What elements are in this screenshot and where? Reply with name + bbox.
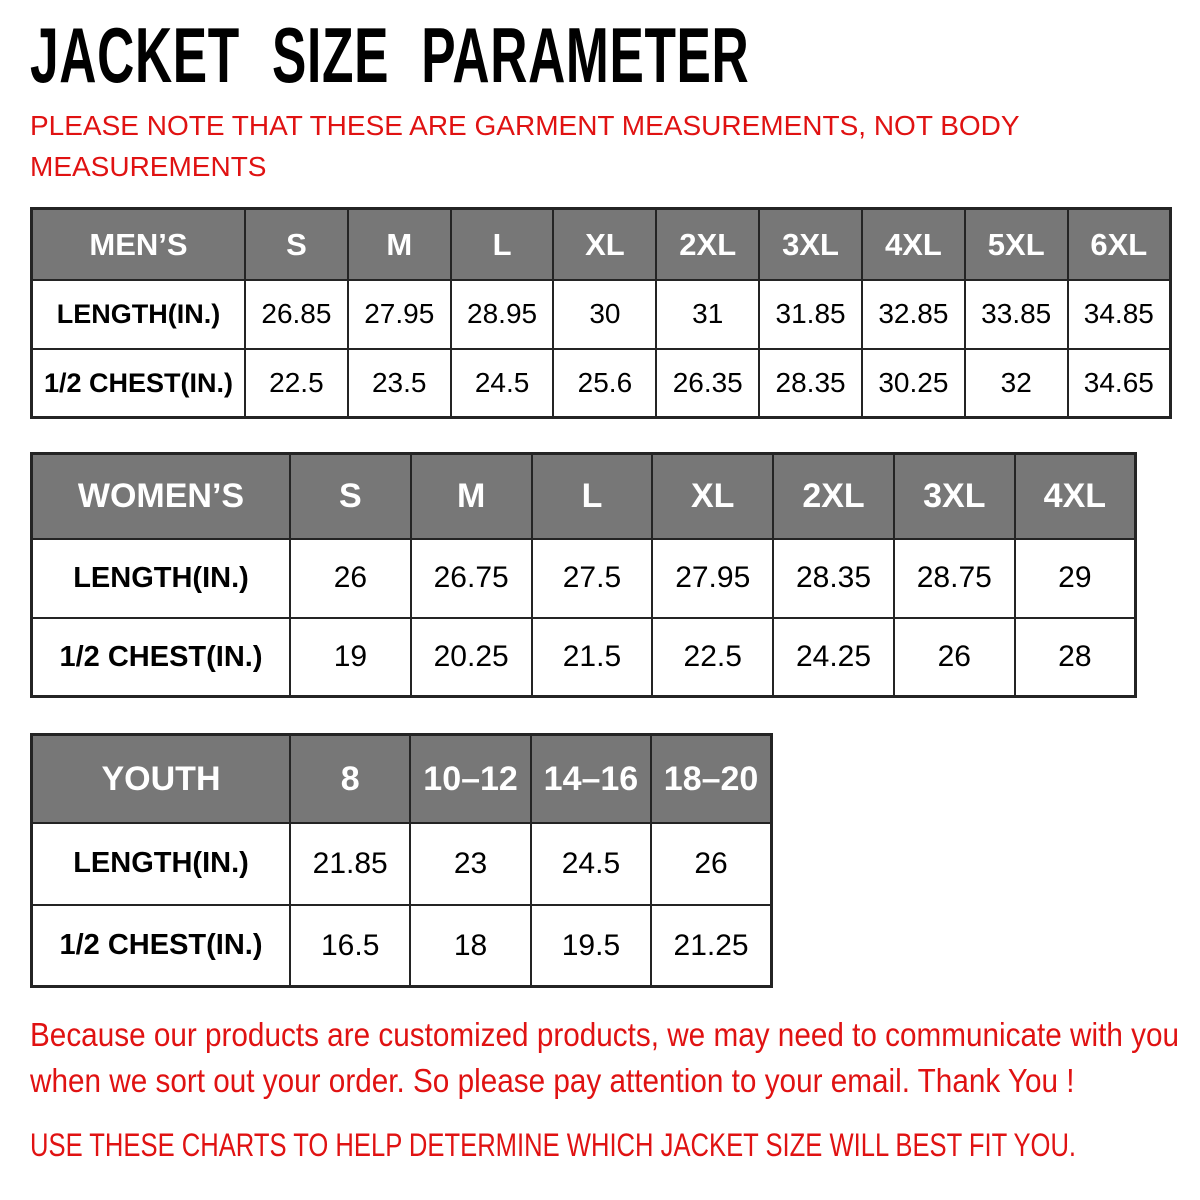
mens-value-cell: 24.5 <box>451 349 554 418</box>
womens-size-table-container <box>30 452 1170 698</box>
womens-size-header: L <box>532 454 653 539</box>
womens-value-cell: 26 <box>290 539 411 618</box>
womens-value-cell: 21.5 <box>532 618 653 697</box>
womens-size-header: S <box>290 454 411 539</box>
mens-size-header: L <box>451 209 554 280</box>
youth-size-header: 18–20 <box>651 735 771 823</box>
youth-row-label: LENGTH(IN.) <box>32 823 291 905</box>
custom-order-notice <box>30 1012 1179 1103</box>
womens-value-cell: 22.5 <box>652 618 773 697</box>
custom-order-notice-line-2: when we sort out your order. So please pay attention to your email. Thank You ! <box>30 1061 1075 1099</box>
mens-value-cell: 26.35 <box>656 349 759 418</box>
womens-value-cell: 28.75 <box>894 539 1015 618</box>
mens-value-cell: 30 <box>553 280 656 349</box>
womens-value-cell: 27.95 <box>652 539 773 618</box>
size-table-mens <box>30 207 1172 419</box>
mens-row-label: 1/2 CHEST(IN.) <box>32 349 246 418</box>
youth-value-cell: 18 <box>410 905 530 987</box>
mens-value-cell: 31 <box>656 280 759 349</box>
mens-size-header: 3XL <box>759 209 862 280</box>
mens-size-header: S <box>245 209 348 280</box>
womens-value-cell: 26 <box>894 618 1015 697</box>
mens-size-header: 4XL <box>862 209 965 280</box>
youth-value-cell: 21.85 <box>290 823 410 905</box>
youth-value-cell: 24.5 <box>531 823 651 905</box>
womens-value-cell: 19 <box>290 618 411 697</box>
womens-value-cell: 24.25 <box>773 618 894 697</box>
youth-table-title: YOUTH <box>32 735 291 823</box>
mens-value-cell: 34.65 <box>1068 349 1171 418</box>
mens-size-header: 2XL <box>656 209 759 280</box>
mens-value-cell: 34.85 <box>1068 280 1171 349</box>
womens-value-cell: 20.25 <box>411 618 532 697</box>
page-title: JACKET SIZE PARAMETER <box>30 11 750 99</box>
garment-measurement-note <box>30 106 1170 187</box>
womens-row-label: LENGTH(IN.) <box>32 539 291 618</box>
mens-value-cell: 22.5 <box>245 349 348 418</box>
size-table-youth <box>30 733 773 988</box>
mens-value-cell: 30.25 <box>862 349 965 418</box>
womens-table-title: WOMEN’S <box>32 454 291 539</box>
mens-value-cell: 28.95 <box>451 280 554 349</box>
mens-value-cell: 27.95 <box>348 280 451 349</box>
youth-size-table-container <box>30 733 1170 988</box>
mens-size-header: 6XL <box>1068 209 1171 280</box>
mens-value-cell: 33.85 <box>965 280 1068 349</box>
youth-row-label: 1/2 CHEST(IN.) <box>32 905 291 987</box>
womens-size-header: XL <box>652 454 773 539</box>
mens-value-cell: 31.85 <box>759 280 862 349</box>
mens-value-cell: 23.5 <box>348 349 451 418</box>
mens-size-header: 5XL <box>965 209 1068 280</box>
youth-size-header: 10–12 <box>410 735 530 823</box>
custom-order-notice-line-1: Because our products are customized products, we may need to communicate with you <box>30 1016 1179 1054</box>
mens-value-cell: 26.85 <box>245 280 348 349</box>
womens-value-cell: 28 <box>1015 618 1136 697</box>
youth-value-cell: 23 <box>410 823 530 905</box>
youth-value-cell: 26 <box>651 823 771 905</box>
womens-size-header: M <box>411 454 532 539</box>
note-line-1: PLEASE NOTE THAT THESE ARE GARMENT MEASUREMENTS, NOT BODY <box>30 110 1020 142</box>
youth-value-cell: 16.5 <box>290 905 410 987</box>
mens-size-header: XL <box>553 209 656 280</box>
mens-table-title: MEN’S <box>32 209 246 280</box>
chart-usage-notice: USE THESE CHARTS TO HELP DETERMINE WHICH JACKET SIZE WILL BEST FIT YOU. <box>30 1127 1077 1164</box>
womens-value-cell: 26.75 <box>411 539 532 618</box>
youth-value-cell: 19.5 <box>531 905 651 987</box>
mens-row-label: LENGTH(IN.) <box>32 280 246 349</box>
mens-value-cell: 28.35 <box>759 349 862 418</box>
youth-value-cell: 21.25 <box>651 905 771 987</box>
mens-value-cell: 32 <box>965 349 1068 418</box>
womens-size-header: 3XL <box>894 454 1015 539</box>
mens-size-header: M <box>348 209 451 280</box>
youth-size-header: 8 <box>290 735 410 823</box>
size-table-womens <box>30 452 1137 698</box>
mens-value-cell: 32.85 <box>862 280 965 349</box>
womens-size-header: 2XL <box>773 454 894 539</box>
womens-row-label: 1/2 CHEST(IN.) <box>32 618 291 697</box>
note-line-2: MEASUREMENTS <box>30 150 267 182</box>
womens-size-header: 4XL <box>1015 454 1136 539</box>
youth-size-header: 14–16 <box>531 735 651 823</box>
mens-value-cell: 25.6 <box>553 349 656 418</box>
mens-size-table-container <box>30 207 1170 419</box>
womens-value-cell: 27.5 <box>532 539 653 618</box>
womens-value-cell: 28.35 <box>773 539 894 618</box>
womens-value-cell: 29 <box>1015 539 1136 618</box>
